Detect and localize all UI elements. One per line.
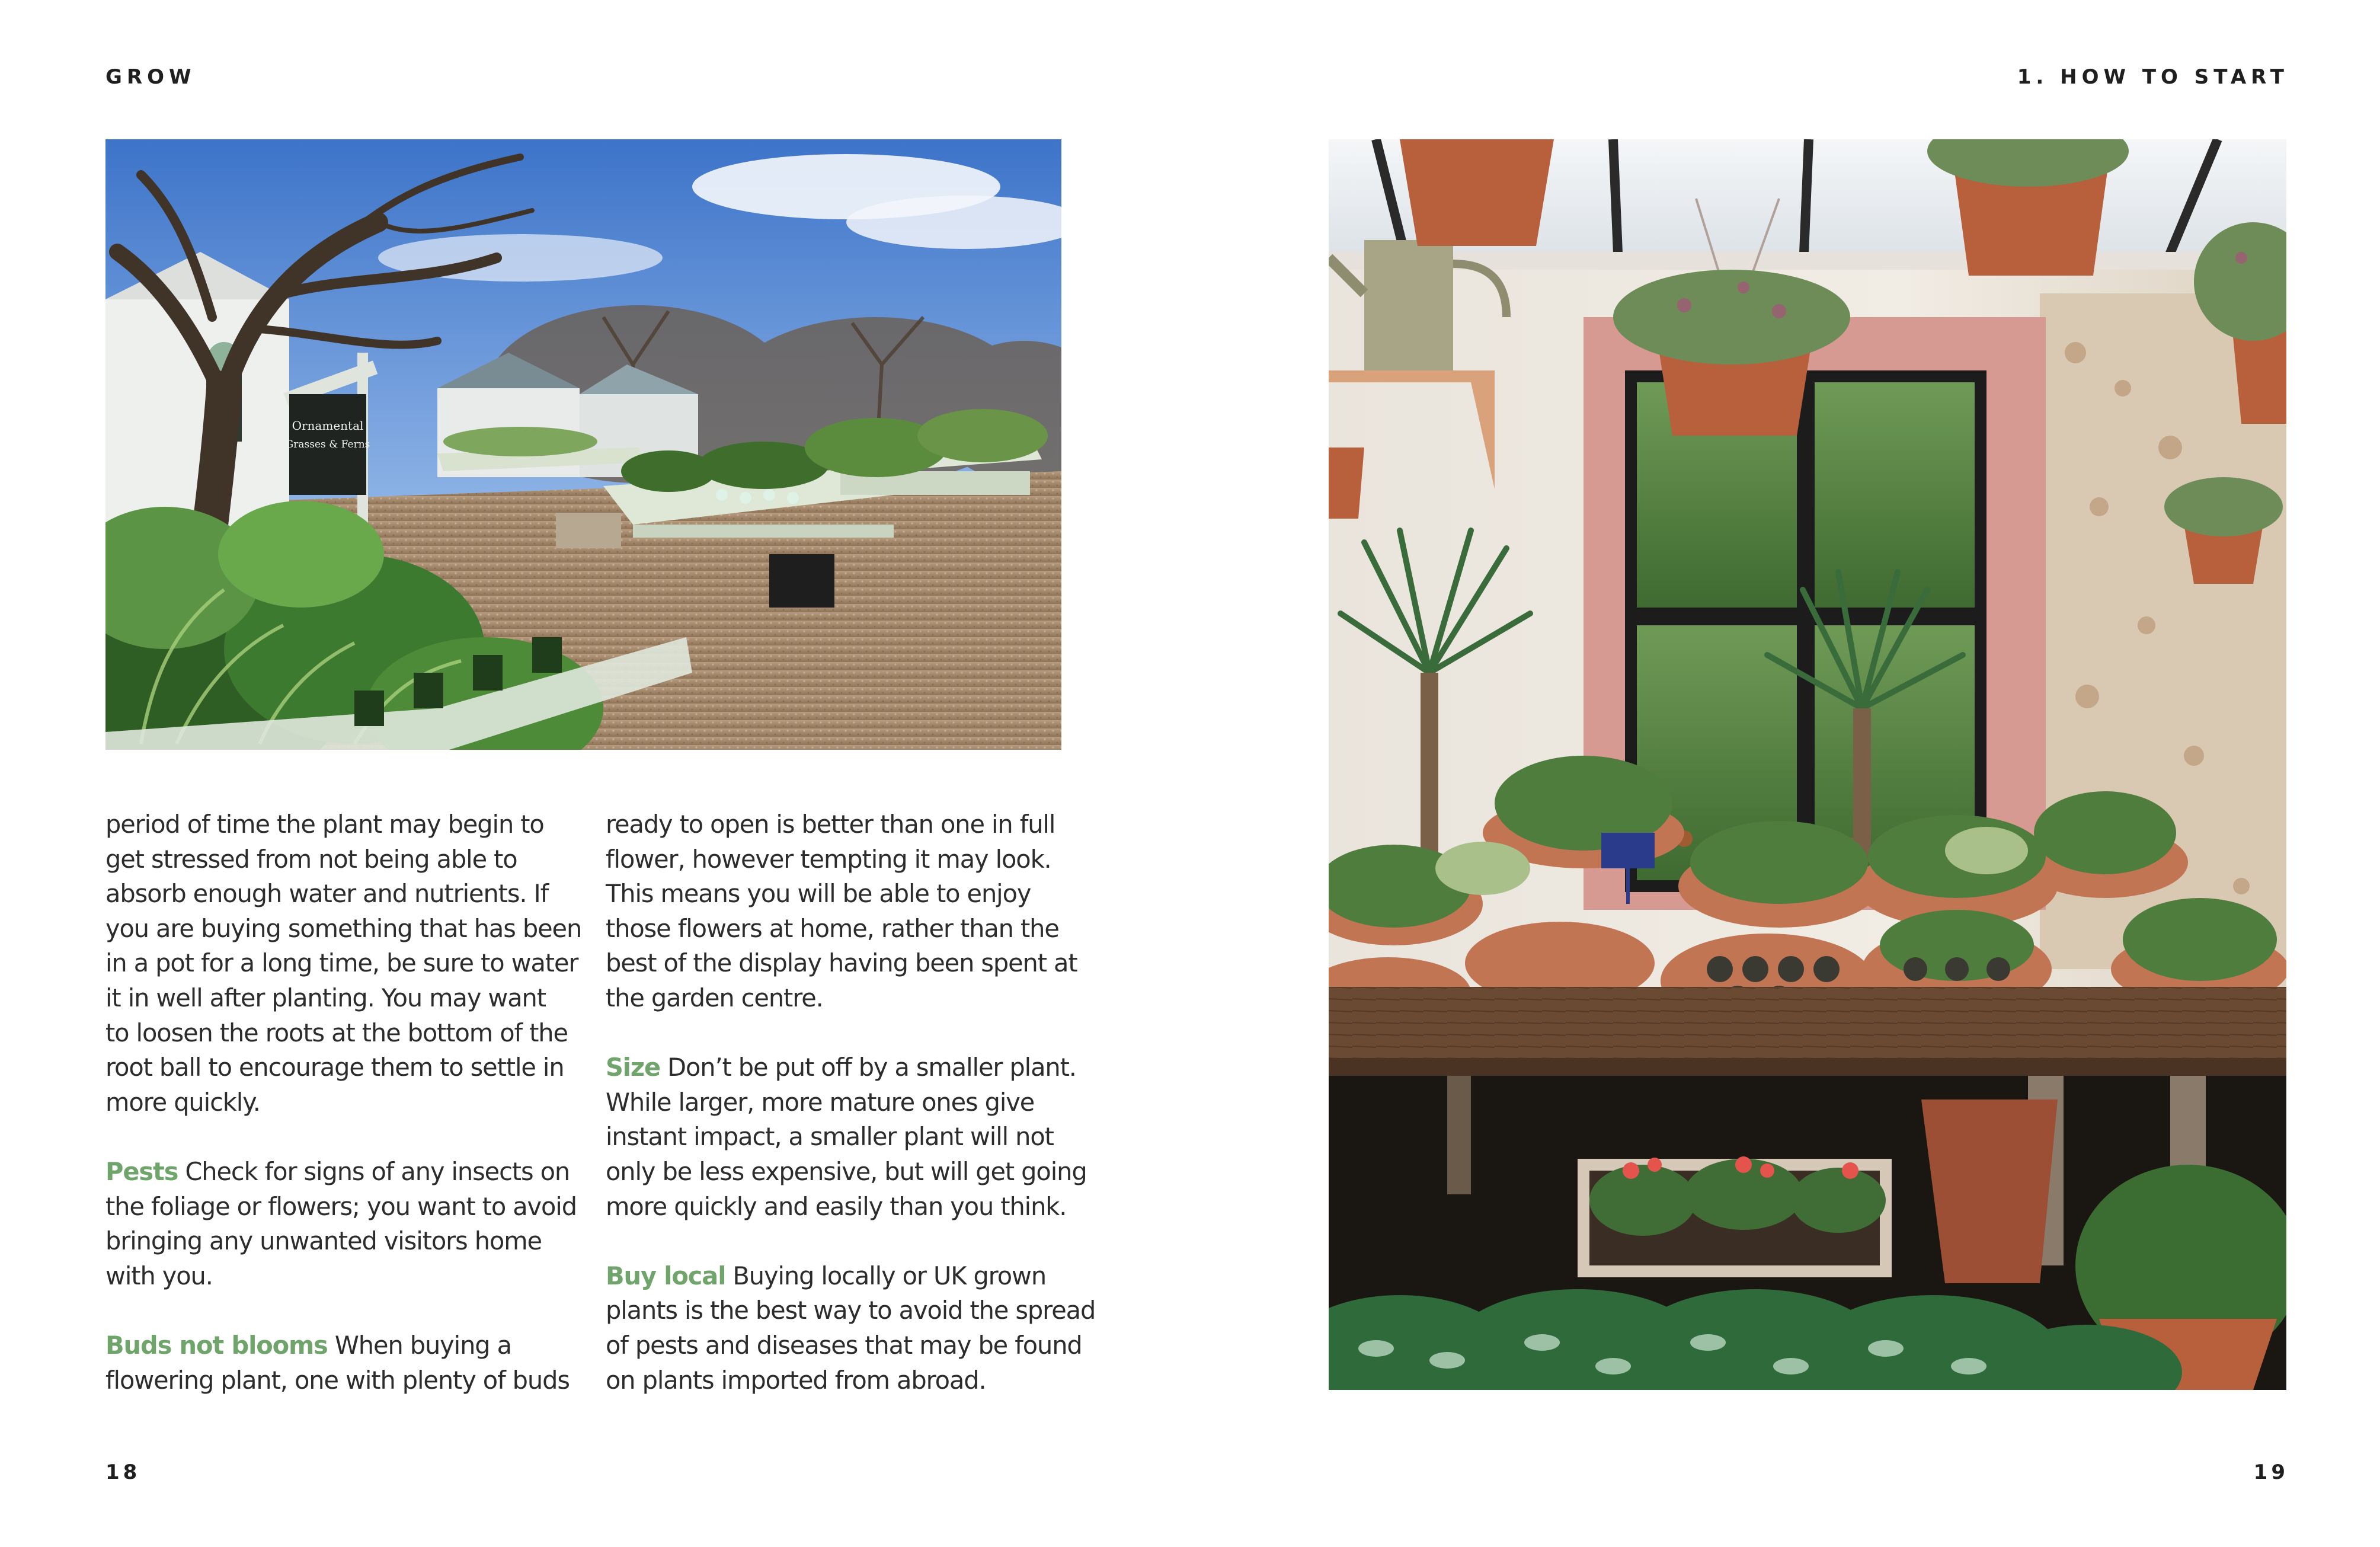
buy-local-keyword: Buy local: [606, 1261, 726, 1290]
text-line: Check for signs of any insects on: [178, 1156, 570, 1186]
left-text-column: [105, 807, 580, 1398]
text-line: on plants imported from abroad.: [606, 1365, 986, 1395]
running-head-right: 1. HOW TO START: [2017, 65, 2289, 89]
text-line: more quickly.: [105, 1087, 260, 1117]
text-line: While larger, more mature ones give: [606, 1087, 1035, 1117]
right-text-column: [606, 807, 1096, 1398]
page-number-left: 18: [105, 1460, 141, 1484]
garden-centre-photo: [105, 139, 1061, 750]
text-line: instant impact, a smaller plant will not: [606, 1122, 1054, 1152]
text-line: more quickly and easily than you think.: [606, 1191, 1067, 1221]
text-line: period of time the plant may begin to: [105, 810, 544, 839]
text-line: flower, however tempting it may look.: [606, 844, 1051, 874]
text-line: plants is the best way to avoid the spread: [606, 1296, 1096, 1325]
buds-paragraph-first-line: [105, 1328, 580, 1363]
text-line: When buying a: [327, 1330, 511, 1360]
text-line: in a pot for a long time, be sure to water: [105, 948, 578, 978]
text-line: you are buying something that has been: [105, 913, 582, 943]
text-line: the foliage or flowers; you want to avoid: [105, 1191, 577, 1221]
running-head-left: GROW: [105, 65, 196, 89]
text-line: of pests and diseases that may be found: [606, 1330, 1082, 1360]
sign-text-line2: Grasses & Ferns: [285, 439, 370, 450]
pests-keyword: Pests: [105, 1156, 178, 1186]
pests-paragraph-first-line: [105, 1155, 580, 1190]
text-line: it in well after planting. You may want: [105, 983, 546, 1012]
text-line: with you.: [105, 1261, 213, 1290]
text-line: ready to open is better than one in full: [606, 810, 1055, 839]
text-line: those flowers at home, rather than the: [606, 913, 1059, 943]
text-line: get stressed from not being able to: [105, 844, 517, 874]
text-line: the garden centre.: [606, 983, 823, 1012]
buds-keyword: Buds not blooms: [105, 1330, 328, 1360]
text-line: bringing any unwanted visitors home: [105, 1226, 542, 1256]
text-line: Buying locally or UK grown: [725, 1261, 1047, 1290]
text-line: to loosen the roots at the bottom of the: [105, 1018, 568, 1047]
text-line: This means you will be able to enjoy: [606, 879, 1031, 909]
text-line: best of the display having been spent at: [606, 948, 1077, 978]
text-line: root ball to encourage them to settle in: [105, 1053, 564, 1082]
text-line: absorb enough water and nutrients. If: [105, 879, 549, 909]
size-paragraph-first-line: [606, 1050, 1080, 1085]
text-line: flowering plant, one with plenty of buds: [105, 1365, 570, 1395]
sign-text-line1: Ornamental: [292, 418, 364, 433]
buy-local-paragraph-first-line: [606, 1259, 1080, 1294]
page-number-right: 19: [2253, 1460, 2289, 1484]
size-keyword: Size: [606, 1053, 661, 1082]
greenhouse-photo: [1329, 139, 2286, 1390]
text-line: Don’t be put off by a smaller plant.: [660, 1053, 1076, 1082]
text-line: only be less expensive, but will get going: [606, 1156, 1087, 1186]
